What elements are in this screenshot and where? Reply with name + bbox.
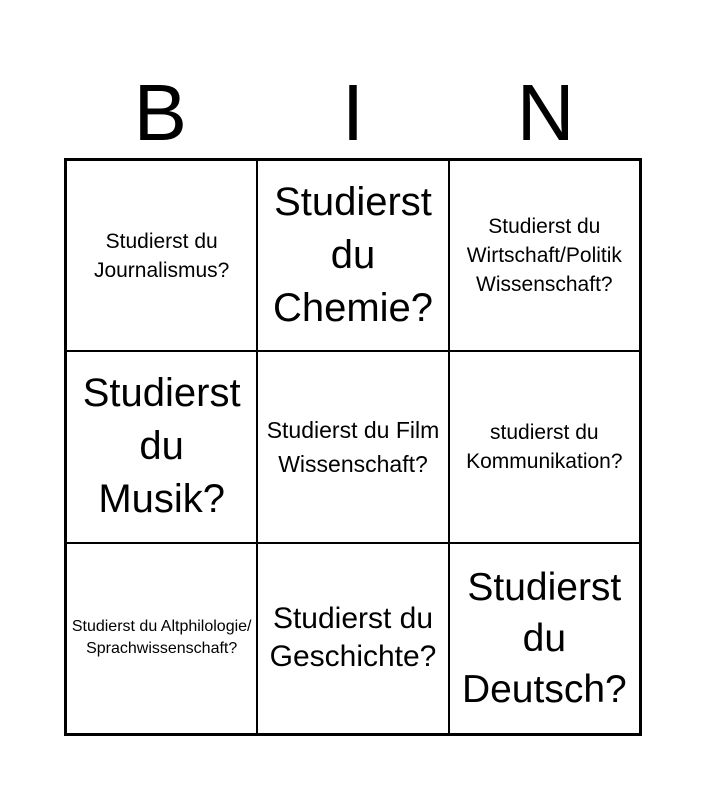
- bingo-cell-musik[interactable]: [66, 351, 257, 542]
- cell-text: Studierst du Wirtschaft/Politik Wissenschaft?: [466, 215, 622, 297]
- cell-text: Studierst du Musik?: [82, 371, 241, 522]
- bingo-grid: [64, 158, 642, 736]
- bingo-header: [64, 68, 642, 158]
- bingo-cell-film-wissenschaft[interactable]: [257, 351, 448, 542]
- cell-text: Studierst du Deutsch?: [461, 565, 627, 711]
- bingo-cell-journalismus[interactable]: [66, 160, 257, 351]
- header-letter-n: N: [516, 68, 575, 157]
- cell-text: studierst du Kommunikation?: [466, 420, 623, 473]
- cell-text: Studierst du Altphilologie/ Sprachwissenschaft?: [71, 618, 252, 658]
- cell-text: Studierst du Geschichte?: [269, 602, 437, 674]
- cell-text: Studierst du Journalismus?: [93, 229, 230, 282]
- bingo-cell-kommunikation[interactable]: [449, 351, 640, 542]
- header-letter-b: B: [133, 68, 187, 157]
- bingo-cell-altphilologie[interactable]: [66, 543, 257, 734]
- bingo-cell-geschichte[interactable]: [257, 543, 448, 734]
- bingo-cell-wirtschaft-politik[interactable]: [449, 160, 640, 351]
- bingo-cell-chemie[interactable]: [257, 160, 448, 351]
- header-letter-i: I: [341, 68, 365, 157]
- cell-text: Studierst du Chemie?: [272, 180, 434, 331]
- cell-text: Studierst du Film Wissenschaft?: [266, 416, 440, 477]
- bingo-cell-deutsch[interactable]: [449, 543, 640, 734]
